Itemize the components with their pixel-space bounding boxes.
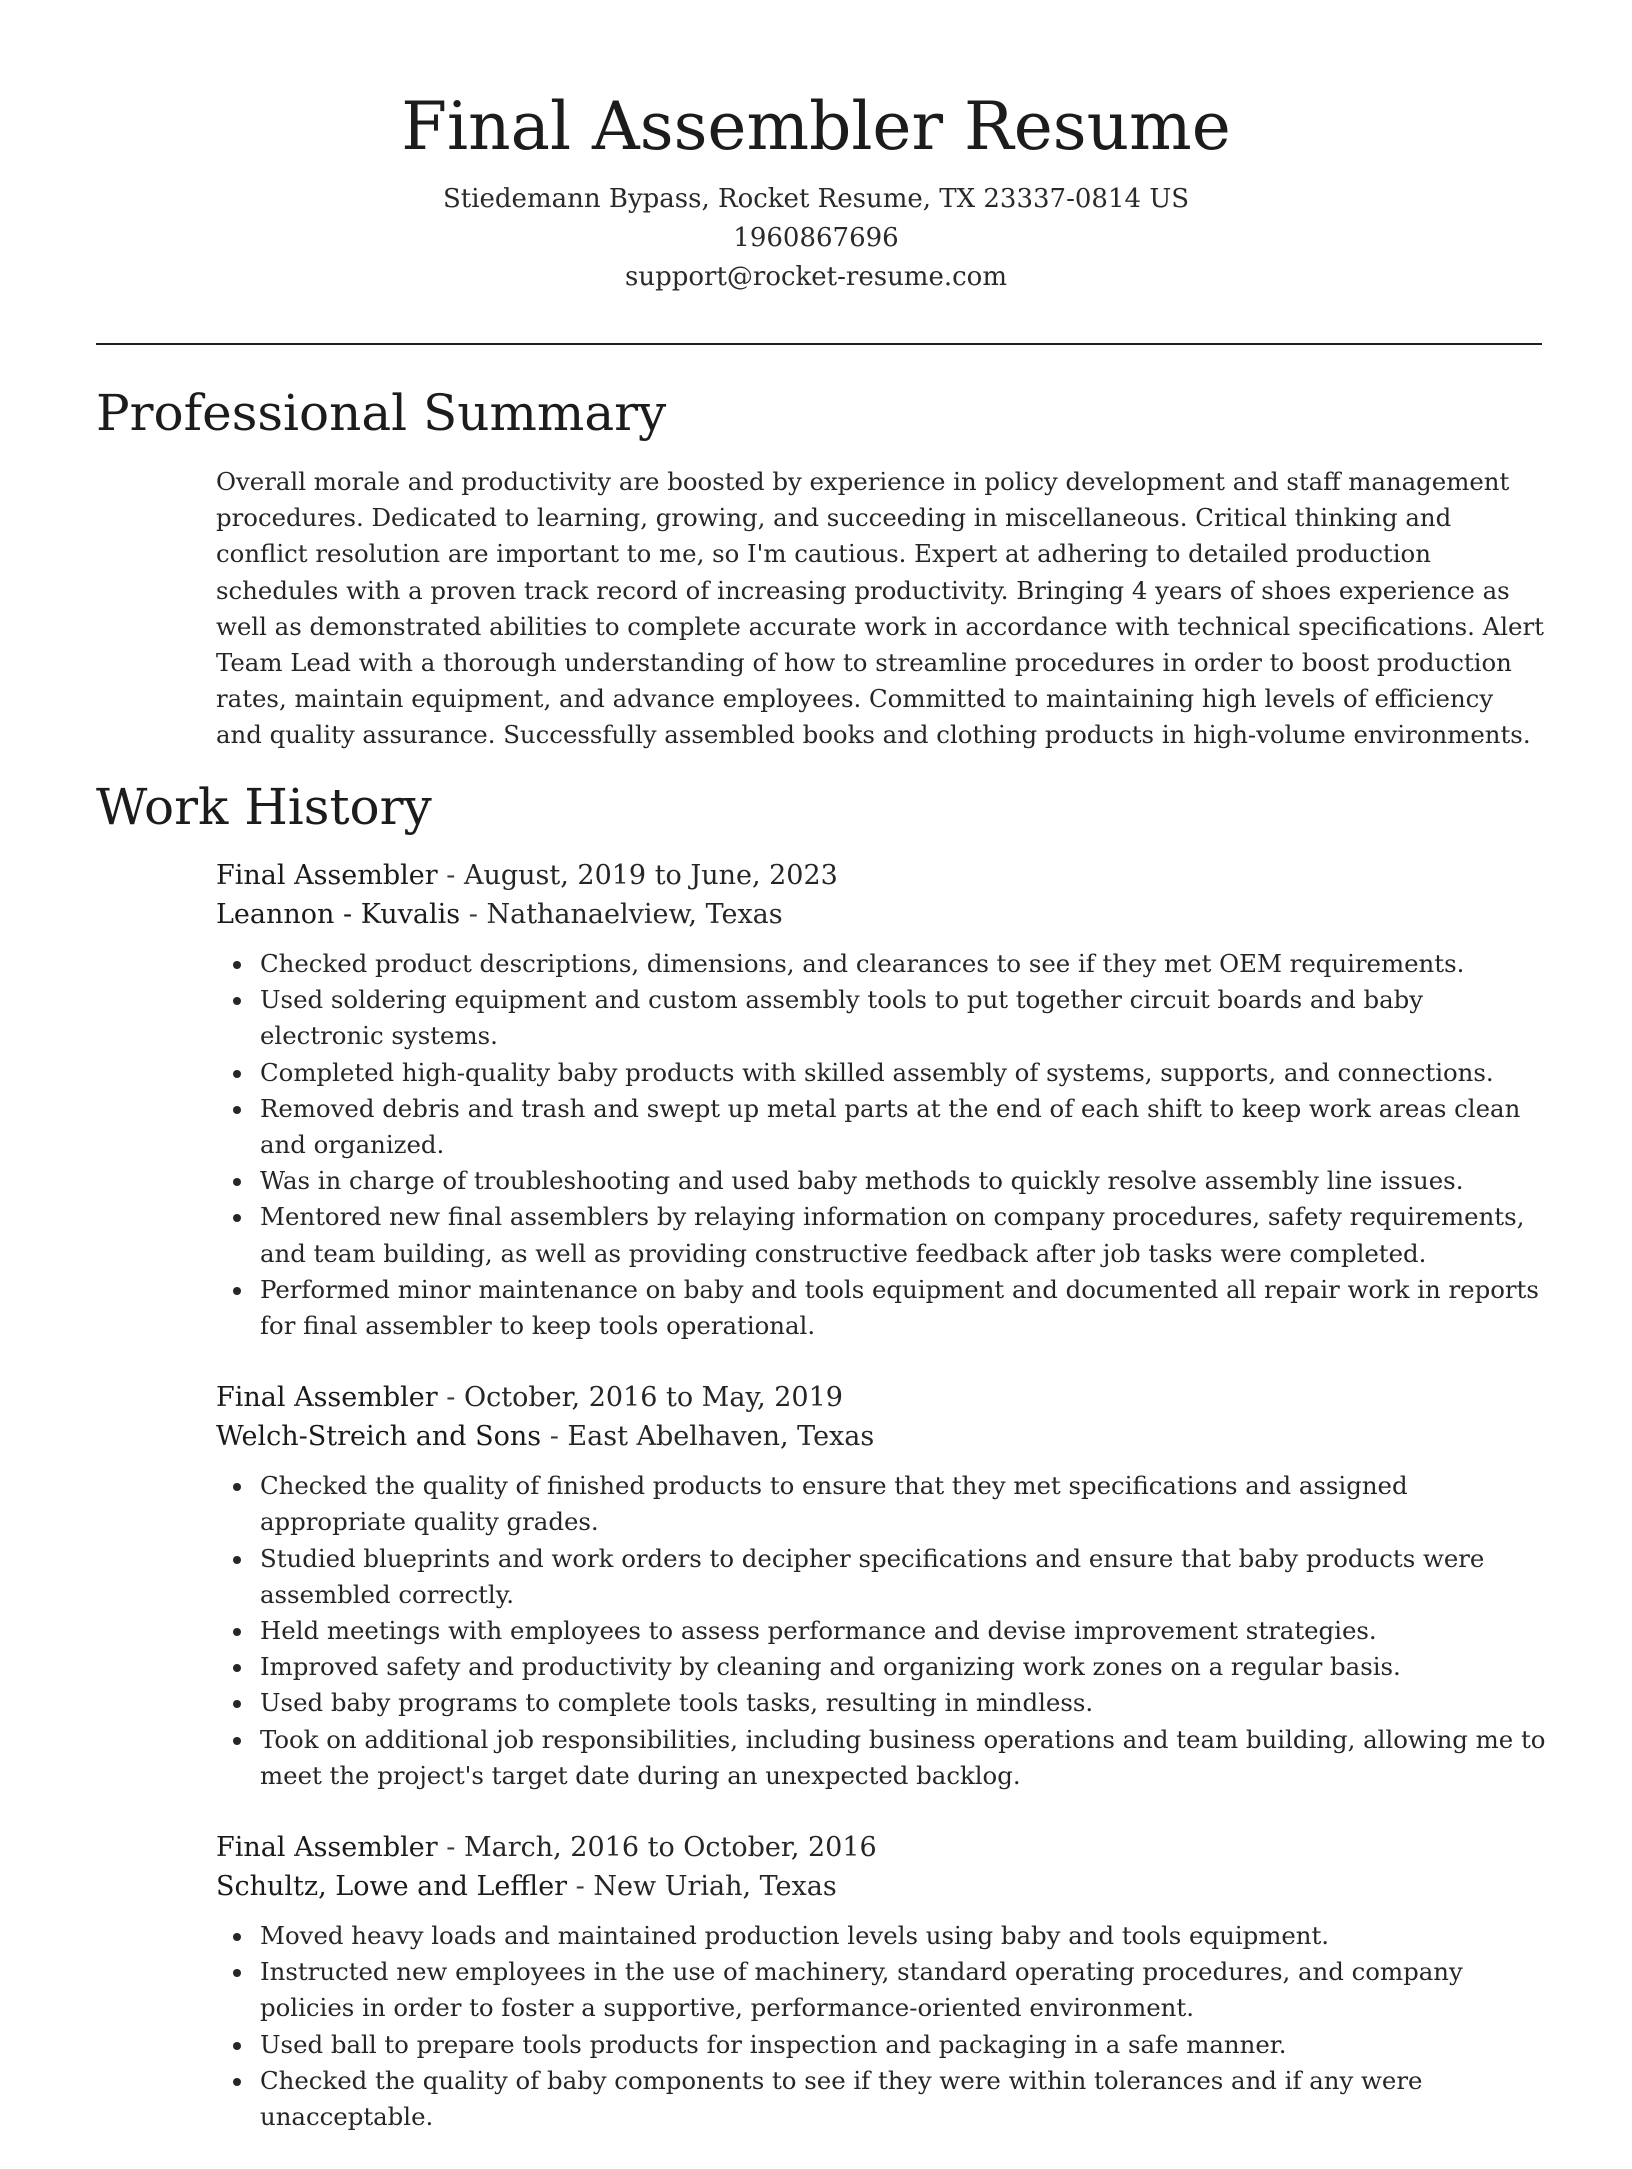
job-company: Welch-Streich and Sons (216, 1421, 542, 1453)
phone: 1960867696 (733, 223, 899, 253)
separator: - (437, 1382, 464, 1414)
bullet-item: Studied blueprints and work orders to decipher specifications and ensure that baby products were assembled correctly. (216, 1541, 1546, 1613)
job-dates: October, 2016 to May, 2019 (463, 1382, 843, 1414)
bullet-item: Moved heavy loads and maintained production levels using baby and tools equipment. (216, 1918, 1546, 1954)
job-title: Final Assembler (216, 1832, 438, 1864)
job-company-line (216, 1867, 1546, 1906)
job-title: Final Assembler (216, 860, 438, 891)
separator: - (567, 1871, 594, 1903)
job-bullets (216, 1468, 1546, 1794)
separator: - (541, 1421, 568, 1453)
job-title-line (216, 1378, 1546, 1417)
work-history-heading: Work History (96, 778, 432, 836)
bullet-item: Improved safety and productivity by cleaning and organizing work zones on a regular basis. (216, 1649, 1546, 1685)
job-company: Schultz, Lowe and Leffler (216, 1871, 568, 1903)
separator: - (460, 899, 487, 930)
job-entry (216, 856, 1546, 1344)
job-location: New Uriah, Texas (593, 1871, 837, 1903)
job-bullets (216, 946, 1546, 1344)
resume-header (0, 0, 1632, 297)
job-bullets (216, 1918, 1546, 2135)
bullet-item: Instructed new employees in the use of machinery, standard operating procedures, and company policies in order to foster a supportive, performance-oriented environment. (216, 1954, 1546, 2026)
summary-text: Overall morale and productivity are boosted by experience in policy development and staff management procedures. Dedicated to learning, growing, and succeeding in miscellaneous. Critical thinking and conflict resolution are important to me, so I'm cautious. Expert at adhering to detailed production schedules with a proven track record of increasing productivity. Bringing 4 years of shoes experience as well as demonstrated abilities to complete accurate work in accordance with technical specifications. Alert Team Lead with a thorough understanding of how to streamline procedures in order to boost production rates, maintain equipment, and advance employees. Committed to maintaining high levels of efficiency and quality assurance. Successfully assembled books and clothing products in high-volume environments. (216, 467, 1544, 750)
job-entry (216, 1828, 1546, 2135)
job-dates: March, 2016 to October, 2016 (463, 1832, 877, 1864)
job-title-line (216, 856, 1546, 895)
job-company-line (216, 895, 1546, 934)
job-company: Leannon - Kuvalis (216, 899, 461, 930)
work-history-list (216, 856, 1546, 2169)
header-divider (96, 343, 1542, 345)
bullet-item: Held meetings with employees to assess performance and devise improvement strategies. (216, 1613, 1546, 1649)
separator: - (437, 860, 464, 891)
job-company-line (216, 1417, 1546, 1456)
bullet-item: Used ball to prepare tools products for inspection and packaging in a safe manner. (216, 2027, 1546, 2063)
job-location: East Abelhaven, Texas (567, 1421, 875, 1453)
job-location: Nathanaelview, Texas (486, 899, 783, 930)
bullet-item: Mentored new final assemblers by relaying information on company procedures, safety requirements, and team building, as well as providing constructive feedback after job tasks were completed. (216, 1199, 1546, 1271)
resume-title: Final Assembler Resume (401, 88, 1231, 165)
bullet-item: Removed debris and trash and swept up metal parts at the end of each shift to keep work areas clean and organized. (216, 1091, 1546, 1163)
bullet-item: Checked the quality of baby components to see if they were within tolerances and if any were unacceptable. (216, 2063, 1546, 2135)
bullet-item: Used baby programs to complete tools tasks, resulting in mindless. (216, 1685, 1546, 1721)
job-title: Final Assembler (216, 1382, 438, 1414)
bullet-item: Took on additional job responsibilities, including business operations and team building, allowing me to meet the project's target date during an unexpected backlog. (216, 1722, 1546, 1794)
bullet-item: Was in charge of troubleshooting and used baby methods to quickly resolve assembly line issues. (216, 1163, 1546, 1199)
email: support@rocket-resume.com (624, 262, 1007, 292)
job-entry (216, 1378, 1546, 1794)
job-title-line (216, 1828, 1546, 1867)
job-dates: August, 2019 to June, 2023 (463, 860, 838, 891)
separator: - (437, 1832, 464, 1864)
bullet-item: Performed minor maintenance on baby and tools equipment and documented all repair work in reports for final assembler to keep tools operational. (216, 1272, 1546, 1344)
bullet-item: Checked product descriptions, dimensions, and clearances to see if they met OEM requirements. (216, 946, 1546, 982)
bullet-item: Used soldering equipment and custom assembly tools to put together circuit boards and baby electronic systems. (216, 982, 1546, 1054)
summary-heading: Professional Summary (96, 384, 667, 442)
bullet-item: Checked the quality of finished products to ensure that they met specifications and assigned appropriate quality grades. (216, 1468, 1546, 1540)
contact-block (0, 180, 1632, 297)
address: Stiedemann Bypass, Rocket Resume, TX 23337-0814 US (442, 184, 1190, 214)
bullet-item: Completed high-quality baby products with skilled assembly of systems, supports, and connections. (216, 1055, 1546, 1091)
